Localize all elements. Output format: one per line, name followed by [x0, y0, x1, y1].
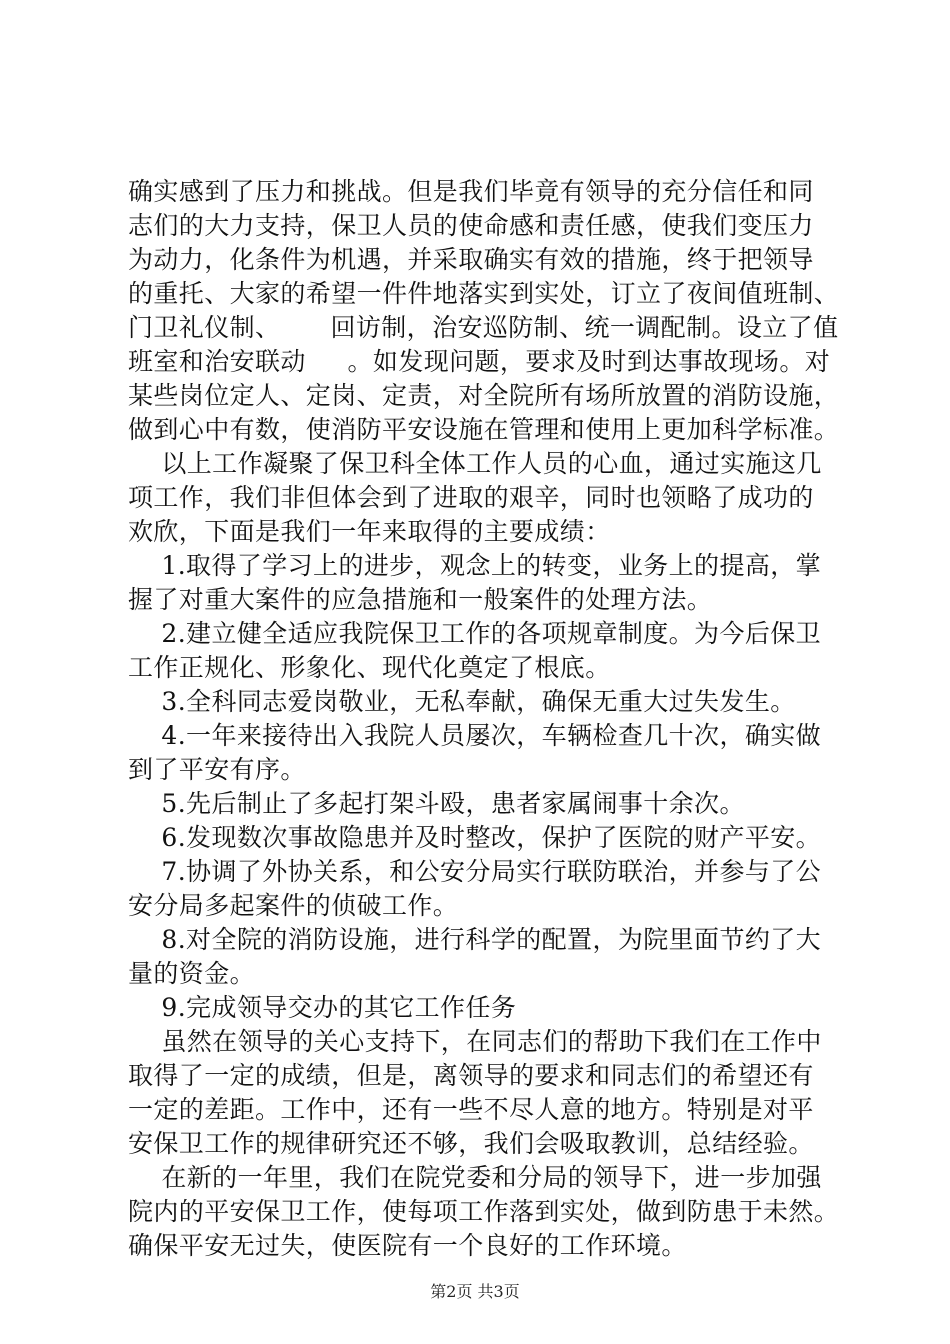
text-line: 确保平安无过失，使医院有一个良好的工作环境。	[128, 1231, 687, 1260]
text-line: 志们的大力支持，保卫人员的使命感和责任感，使我们变压力	[128, 211, 814, 240]
text-line: 虽然在领导的关心支持下，在同志们的帮助下我们在工作中	[128, 1027, 822, 1056]
text-line: 2.建立健全适应我院保卫工作的各项规章制度。为今后保卫	[128, 619, 822, 648]
text-line: 某些岗位定人、定岗、定责，对全院所有场所放置的消防设施，	[128, 381, 840, 410]
text-line: 7.协调了外协关系，和公安分局实行联防联治，并参与了公	[128, 857, 822, 886]
text-line: 8.对全院的消防设施，进行科学的配置，为院里面节约了大	[128, 925, 822, 954]
text-line: 一定的差距。工作中，还有一些不尽人意的地方。特别是对平	[128, 1095, 814, 1124]
text-line: 门卫礼仪制、 回访制，治安巡防制、统一调配制。设立了值	[128, 313, 839, 342]
text-line: 安分局多起案件的侦破工作。	[128, 891, 459, 920]
text-line: 项工作，我们非但体会到了进取的艰辛，同时也领略了成功的	[128, 483, 814, 512]
text-line: 的重托、大家的希望一件件地落实到实处，订立了夜间值班制、	[128, 279, 840, 308]
text-line: 为动力，化条件为机遇，并采取确实有效的措施，终于把领导	[128, 245, 814, 274]
text-line: 欢欣，下面是我们一年来取得的主要成绩：	[128, 517, 611, 546]
text-line: 量的资金。	[128, 959, 256, 988]
text-line: 5.先后制止了多起打架斗殴，患者家属闹事十余次。	[128, 789, 745, 818]
text-line: 取得了一定的成绩，但是，离领导的要求和同志们的希望还有	[128, 1061, 814, 1090]
page-footer: 第2页 共3页	[430, 1282, 520, 1301]
text-line: 班室和治安联动 。如发现问题，要求及时到达事故现场。对	[128, 347, 831, 376]
text-line: 到了平安有序。	[128, 755, 306, 784]
text-line: 4.一年来接待出入我院人员屡次，车辆检查几十次，确实做	[128, 721, 822, 750]
text-line: 在新的一年里，我们在院党委和分局的领导下，进一步加强	[128, 1163, 822, 1192]
text-line: 以上工作凝聚了保卫科全体工作人员的心血，通过实施这几	[128, 449, 822, 478]
text-line: 确实感到了压力和挑战。但是我们毕竟有领导的充分信任和同	[128, 177, 814, 206]
text-line: 做到心中有数，使消防平安设施在管理和使用上更加科学标准。	[128, 415, 840, 444]
text-line: 3.全科同志爱岗敬业，无私奉献，确保无重大过失发生。	[128, 687, 796, 716]
text-line: 工作正规化、形象化、现代化奠定了根底。	[128, 653, 611, 682]
text-line: 9.完成领导交办的其它工作任务	[128, 993, 517, 1022]
text-line: 1.取得了学习上的进步，观念上的转变，业务上的提高，掌	[128, 551, 822, 580]
text-line: 安保卫工作的规律研究还不够，我们会吸取教训，总结经验。	[128, 1129, 814, 1158]
text-line: 握了对重大案件的应急措施和一般案件的处理方法。	[128, 585, 713, 614]
text-line: 6.发现数次事故隐患并及时整改，保护了医院的财产平安。	[128, 823, 822, 852]
text-line: 院内的平安保卫工作，使每项工作落到实处，做到防患于未然。	[128, 1197, 840, 1226]
